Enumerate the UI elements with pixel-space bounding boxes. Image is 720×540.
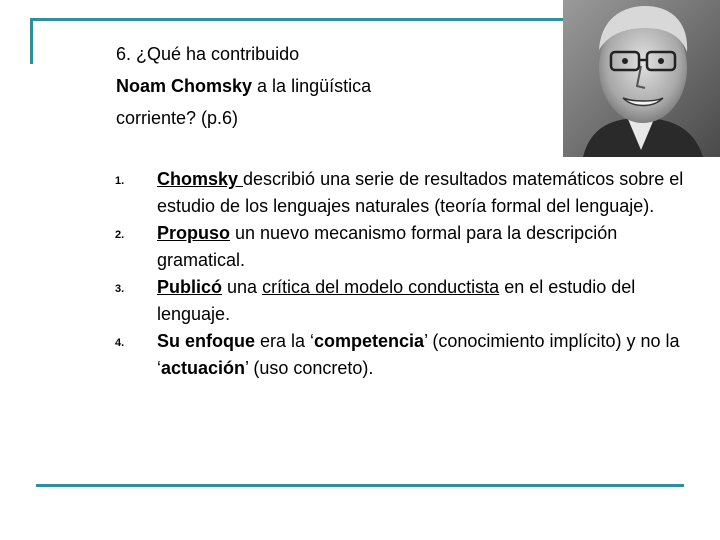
list-item-text: un nuevo mecanismo formal para la descripción gramatical. bbox=[157, 223, 618, 270]
list-number: 4. bbox=[115, 337, 125, 349]
frame-left-rule bbox=[30, 18, 33, 64]
list-number: 2. bbox=[115, 229, 125, 241]
list-item-lead: Propuso bbox=[157, 223, 231, 243]
title-line-2 bbox=[116, 70, 546, 102]
list-item-lead: Chomsky bbox=[157, 169, 244, 189]
list-item-lead: Publicó bbox=[157, 277, 223, 297]
title-name: Noam Chomsky bbox=[116, 76, 253, 96]
list-item-text-part-3: ’ (uso concreto). bbox=[245, 358, 374, 378]
list-item-mid: una bbox=[222, 277, 263, 297]
list-item bbox=[110, 166, 690, 220]
portrait-photo-icon bbox=[563, 0, 720, 157]
list-item-text-part-1: era la ‘ bbox=[255, 331, 315, 351]
title-line-1: 6. ¿Qué ha contribuido bbox=[116, 44, 300, 64]
keyword-actuacion: actuación bbox=[161, 358, 246, 378]
list-item-text: en el estudio del lenguaje. bbox=[157, 277, 636, 324]
list-item-underlined: crítica del modelo conductista bbox=[262, 277, 500, 297]
list-number: 3. bbox=[115, 283, 125, 295]
list-item bbox=[110, 274, 690, 328]
list-item-text-part-2: ’ (conocimiento implícito) y no la ‘ bbox=[157, 331, 680, 378]
list-item-lead: Su enfoque bbox=[157, 331, 255, 351]
contributions-list bbox=[110, 166, 690, 382]
title-line-3: corriente? (p.6) bbox=[116, 108, 239, 128]
title-line-2-rest: a la lingüística bbox=[252, 76, 372, 96]
list-item-text: describió una serie de resultados matemáticos sobre el estudio de los lenguajes naturales (teoría formal del lenguaje). bbox=[157, 169, 684, 216]
list-item bbox=[110, 220, 690, 274]
list-item bbox=[110, 328, 690, 382]
slide-title bbox=[116, 38, 546, 134]
list-number: 1. bbox=[115, 175, 125, 187]
bottom-rule bbox=[36, 484, 684, 487]
keyword-competencia: competencia bbox=[314, 331, 425, 351]
frame-top-rule bbox=[32, 18, 572, 21]
